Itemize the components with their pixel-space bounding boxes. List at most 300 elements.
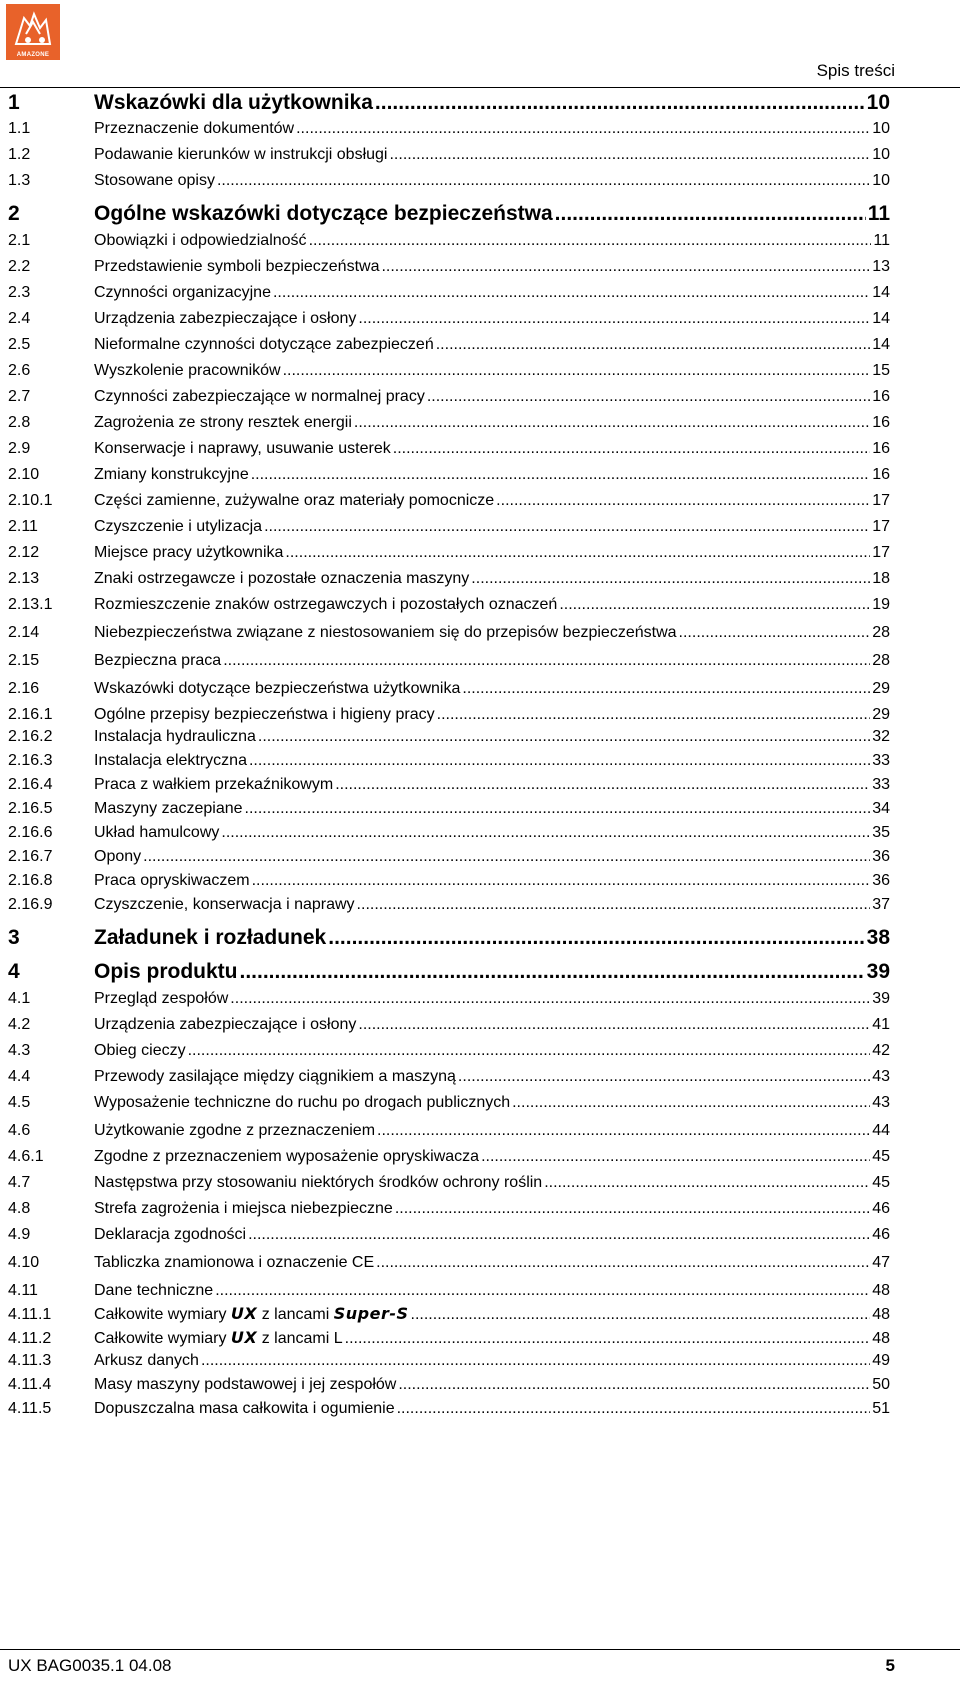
toc-page-number: 36 <box>872 848 890 865</box>
toc-title <box>94 706 435 724</box>
toc-page-number: 10 <box>866 91 890 114</box>
toc-section-row[interactable] <box>8 1148 890 1166</box>
toc-title <box>94 1352 199 1370</box>
dot-leader <box>328 926 864 950</box>
toc-page-number: 49 <box>872 1352 890 1369</box>
toc-number: 1.1 <box>8 120 31 137</box>
toc-number: 4.11.3 <box>8 1352 52 1369</box>
toc-title <box>94 388 425 406</box>
toc-chapter-row[interactable] <box>8 960 890 984</box>
toc-title-text: Strefa zagrożenia i miejsca niebezpieczne <box>94 1200 393 1217</box>
toc-title <box>94 1226 246 1244</box>
toc-title <box>94 1328 343 1348</box>
toc-title-text: Stosowane opisy <box>94 172 215 189</box>
dot-leader <box>345 1330 871 1348</box>
section-title: Spis treści <box>816 61 895 80</box>
toc-section-row[interactable] <box>8 824 890 842</box>
dot-leader <box>188 1042 871 1060</box>
toc-title <box>94 414 352 432</box>
toc-number: 2.16.1 <box>8 706 53 723</box>
toc-section-row[interactable] <box>8 990 890 1008</box>
toc-title <box>94 120 294 138</box>
toc-number: 1.2 <box>8 146 31 163</box>
toc-title <box>94 362 281 380</box>
toc-number: 2.16.6 <box>8 824 53 841</box>
toc-page-number: 13 <box>872 258 890 275</box>
toc-title-suffix: z lancami L <box>261 1330 343 1347</box>
toc-section-row[interactable] <box>8 120 890 138</box>
toc-page-number: 28 <box>872 652 890 669</box>
toc-title <box>94 91 373 115</box>
toc-number: 4.11.5 <box>8 1400 52 1417</box>
toc-number: 4.6 <box>8 1122 31 1139</box>
toc-number: 4.11 <box>8 1282 38 1299</box>
toc-title <box>94 202 553 226</box>
toc-section-row[interactable] <box>8 872 890 890</box>
toc-title-text: Instalacja elektryczna <box>94 752 247 769</box>
toc-number: 2.10.1 <box>8 492 53 509</box>
toc-number: 2.1 <box>8 232 31 249</box>
toc-chapter-row[interactable] <box>8 202 890 226</box>
toc-page-number: 38 <box>866 926 890 949</box>
toc-page-number: 47 <box>872 1254 890 1271</box>
toc-title-text: Opis produktu <box>94 960 238 983</box>
toc-title-text: Maszyny zaczepiane <box>94 800 243 817</box>
toc-title-text: Masy maszyny podstawowej i jej zespołów <box>94 1376 397 1393</box>
toc-section-row[interactable] <box>8 414 890 432</box>
toc-section-row[interactable] <box>8 728 890 746</box>
document-id: UX BAG0035.1 04.08 <box>8 1656 172 1675</box>
toc-section-row[interactable] <box>8 680 890 698</box>
model-badge: UX <box>230 1304 258 1323</box>
dot-leader <box>285 544 870 562</box>
toc-section-row[interactable] <box>8 440 890 458</box>
dot-leader <box>221 824 870 842</box>
toc-title <box>94 680 460 698</box>
dot-leader <box>358 310 870 328</box>
toc-title <box>94 440 391 458</box>
toc-section-row[interactable] <box>8 466 890 484</box>
dot-leader <box>462 680 870 698</box>
toc-section-row[interactable] <box>8 336 890 354</box>
dot-leader <box>217 172 870 190</box>
toc-title <box>94 518 262 536</box>
toc-title-text: Następstwa przy stosowaniu niektórych środków ochrony roślin <box>94 1174 543 1191</box>
toc-page-number: 18 <box>872 570 890 587</box>
toc-number: 2.16 <box>8 680 40 697</box>
dot-leader <box>143 848 870 866</box>
toc-number: 4.7 <box>8 1174 31 1191</box>
dot-leader <box>223 652 870 670</box>
toc-page-number: 14 <box>872 310 890 327</box>
toc-section-row[interactable] <box>8 1094 890 1112</box>
toc-page-number: 48 <box>872 1282 890 1299</box>
toc-page-number: 14 <box>872 284 890 301</box>
toc-page-number: 33 <box>872 776 890 793</box>
toc-title-text: Układ hamulcowy <box>94 824 220 841</box>
toc-page-number: 45 <box>872 1148 890 1165</box>
toc-page-number: 14 <box>872 336 890 353</box>
toc-section-row[interactable] <box>8 544 890 562</box>
toc-title <box>94 1254 374 1272</box>
toc-page-number: 16 <box>872 466 890 483</box>
page-number: 5 <box>885 1656 895 1675</box>
toc-title-text: Bezpieczna praca <box>94 652 222 669</box>
toc-title <box>94 544 283 562</box>
toc-title-text: Części zamienne, zużywalne oraz materiały pomocnicze <box>94 492 495 509</box>
dot-leader <box>354 414 870 432</box>
toc-page-number: 10 <box>872 172 890 189</box>
dot-leader <box>555 202 866 226</box>
toc-page-number: 19 <box>872 596 890 613</box>
toc-number: 2.16.2 <box>8 728 53 745</box>
toc-title-text: Nieformalne czynności dotyczące zabezpieczeń <box>94 336 434 353</box>
dot-leader <box>251 466 870 484</box>
toc-title <box>94 1304 409 1324</box>
model-badge: UX <box>230 1328 258 1347</box>
toc-number: 2.8 <box>8 414 31 431</box>
toc-section-row[interactable] <box>8 570 890 588</box>
toc-title-text: Podawanie kierunków w instrukcji obsługi <box>94 146 388 163</box>
toc-page-number: 33 <box>872 752 890 769</box>
toc-number: 4.3 <box>8 1042 31 1059</box>
toc-title-text: Tabliczka znamionowa i oznaczenie CE <box>94 1254 375 1271</box>
toc-title <box>94 172 215 190</box>
dot-leader <box>393 440 870 458</box>
toc-number: 4.11.4 <box>8 1376 52 1393</box>
toc-title-text: Załadunek i rozładunek <box>94 926 327 949</box>
toc-page-number: 17 <box>872 492 890 509</box>
dot-leader <box>273 284 870 302</box>
toc-title <box>94 1282 213 1300</box>
dot-leader <box>389 146 870 164</box>
toc-section-row[interactable] <box>8 776 890 794</box>
toc-number: 2.13 <box>8 570 40 587</box>
toc-section-row[interactable] <box>8 706 890 724</box>
toc-title <box>94 466 249 484</box>
toc-page-number: 46 <box>872 1226 890 1243</box>
toc-title-text: Zgodne z przeznaczeniem wyposażenie opryskiwacza <box>94 1148 480 1165</box>
dot-leader <box>496 492 870 510</box>
dot-leader <box>357 896 871 914</box>
toc-title <box>94 1174 542 1192</box>
toc-title-text: Zagrożenia ze strony resztek energii <box>94 414 352 431</box>
toc-title <box>94 776 333 794</box>
toc-number: 2.16.7 <box>8 848 53 865</box>
toc-section-row[interactable] <box>8 1200 890 1218</box>
toc-number: 3 <box>8 926 20 949</box>
dot-leader <box>230 990 870 1008</box>
footer-divider <box>0 1649 960 1650</box>
dot-leader <box>201 1352 870 1370</box>
toc-section-row[interactable] <box>8 310 890 328</box>
toc-section-row[interactable] <box>8 1304 890 1324</box>
dot-leader <box>395 1200 870 1218</box>
toc-title <box>94 1200 393 1218</box>
toc-page-number: 11 <box>867 202 890 225</box>
toc-title <box>94 1148 479 1166</box>
toc-number: 2 <box>8 202 20 225</box>
toc-page-number: 37 <box>872 896 890 913</box>
toc-section-row[interactable] <box>8 232 890 250</box>
toc-title-text: Konserwacje i naprawy, usuwanie usterek <box>94 440 391 457</box>
toc-title <box>94 848 141 866</box>
dot-leader <box>375 91 865 115</box>
toc-page-number: 42 <box>872 1042 890 1059</box>
dot-leader <box>398 1376 870 1394</box>
toc-number: 2.4 <box>8 310 31 327</box>
toc-title-suffix: z lancami <box>261 1306 330 1323</box>
dot-leader <box>248 1226 870 1244</box>
toc-title <box>94 1122 375 1140</box>
dot-leader <box>381 258 870 276</box>
toc-page-number: 48 <box>872 1306 890 1323</box>
toc-title <box>94 284 271 302</box>
toc-number: 2.16.3 <box>8 752 53 769</box>
toc-section-row[interactable] <box>8 258 890 276</box>
toc-title-text: Przeznaczenie dokumentów <box>94 120 295 137</box>
toc-section-row[interactable] <box>8 1122 890 1140</box>
dot-leader <box>215 1282 870 1300</box>
toc-title-text: Niebezpieczeństwa związane z niestosowaniem się do przepisów bezpieczeństwa <box>94 624 677 641</box>
toc-title <box>94 492 494 510</box>
toc-number: 2.3 <box>8 284 31 301</box>
toc-title <box>94 652 221 670</box>
dot-leader <box>358 1016 870 1034</box>
toc-section-row[interactable] <box>8 518 890 536</box>
toc-number: 2.2 <box>8 258 31 275</box>
toc-number: 2.16.4 <box>8 776 53 793</box>
dot-leader <box>397 1400 871 1418</box>
toc-page-number: 35 <box>872 824 890 841</box>
dot-leader <box>458 1068 870 1086</box>
toc-section-row[interactable] <box>8 1400 890 1418</box>
toc-chapter-row[interactable] <box>8 91 890 115</box>
toc-number: 1 <box>8 91 20 114</box>
toc-number: 4.8 <box>8 1200 31 1217</box>
dot-leader <box>679 624 871 642</box>
toc-section-row[interactable] <box>8 652 890 670</box>
toc-number: 4.2 <box>8 1016 31 1033</box>
toc-section-row[interactable] <box>8 1016 890 1034</box>
toc-title-text: Użytkowanie zgodne z przeznaczeniem <box>94 1122 376 1139</box>
toc-number: 4 <box>8 960 20 983</box>
toc-page-number: 34 <box>872 800 890 817</box>
toc-page-number: 16 <box>872 388 890 405</box>
toc-page-number: 29 <box>872 680 890 697</box>
toc-section-row[interactable] <box>8 1226 890 1244</box>
toc-title <box>94 896 355 914</box>
dot-leader <box>258 728 870 746</box>
toc-title <box>94 824 219 842</box>
toc-title-text: Arkusz danych <box>94 1352 199 1369</box>
toc-title <box>94 1016 356 1034</box>
dot-leader <box>335 776 870 794</box>
toc-page-number: 17 <box>872 544 890 561</box>
toc-title <box>94 146 387 164</box>
toc-title <box>94 232 307 250</box>
lance-badge: Super-S <box>333 1304 409 1323</box>
toc-title-text: Opony <box>94 848 142 865</box>
toc-title <box>94 1376 396 1394</box>
toc-title <box>94 728 256 746</box>
toc-page-number: 29 <box>872 706 890 723</box>
dot-leader <box>252 872 871 890</box>
dot-leader <box>309 232 872 250</box>
toc-number: 1.3 <box>8 172 31 189</box>
toc-title-text: Całkowite wymiary <box>94 1306 227 1323</box>
dot-leader <box>512 1094 870 1112</box>
toc-number: 2.11 <box>8 518 38 535</box>
toc-page-number: 39 <box>872 990 890 1007</box>
toc-title <box>94 1068 456 1086</box>
toc-page-number: 15 <box>872 362 890 379</box>
toc-section-row[interactable] <box>8 492 890 510</box>
toc-number: 4.11.1 <box>8 1306 52 1323</box>
toc-title-text: Czynności organizacyjne <box>94 284 271 301</box>
toc-number: 4.4 <box>8 1068 31 1085</box>
toc-section-row[interactable] <box>8 1328 890 1348</box>
toc-section-row[interactable] <box>8 362 890 380</box>
toc-section-row[interactable] <box>8 1282 890 1300</box>
dot-leader <box>481 1148 870 1166</box>
toc-number: 4.6.1 <box>8 1148 44 1165</box>
toc-title <box>94 752 247 770</box>
toc-number: 2.12 <box>8 544 40 561</box>
header-divider <box>0 87 960 88</box>
toc-title-text: Zmiany konstrukcyjne <box>94 466 249 483</box>
toc-number: 2.9 <box>8 440 31 457</box>
dot-leader <box>376 1254 870 1272</box>
toc-page-number: 41 <box>872 1016 890 1033</box>
toc-title-text: Urządzenia zabezpieczające i osłony <box>94 310 357 327</box>
toc-title-text: Urządzenia zabezpieczające i osłony <box>94 1016 357 1033</box>
toc-title <box>94 596 557 614</box>
toc-title-text: Wyszkolenie pracowników <box>94 362 281 379</box>
logo-emblem-icon <box>6 4 60 50</box>
dot-leader <box>240 960 865 984</box>
toc-chapter-row[interactable] <box>8 926 890 950</box>
toc-title-text: Ogólne wskazówki dotyczące bezpieczeństwa <box>94 202 553 225</box>
toc-number: 2.5 <box>8 336 31 353</box>
dot-leader <box>283 362 871 380</box>
dot-leader <box>436 336 870 354</box>
toc-page-number: 10 <box>872 120 890 137</box>
toc-section-row[interactable] <box>8 1068 890 1086</box>
toc-page-number: 16 <box>872 440 890 457</box>
toc-section-row[interactable] <box>8 1352 890 1370</box>
toc-page-number: 45 <box>872 1174 890 1191</box>
toc-section-row[interactable] <box>8 146 890 164</box>
toc-title-text: Wskazówki dla użytkownika <box>94 91 373 114</box>
toc-section-row[interactable] <box>8 624 890 642</box>
dot-leader <box>377 1122 870 1140</box>
toc-section-row[interactable] <box>8 848 890 866</box>
dot-leader <box>427 388 870 406</box>
toc-section-row[interactable] <box>8 896 890 914</box>
toc-section-row[interactable] <box>8 1042 890 1060</box>
toc-section-row[interactable] <box>8 172 890 190</box>
toc-title <box>94 926 326 950</box>
toc-title-text: Całkowite wymiary <box>94 1330 227 1347</box>
toc-title-text: Instalacja hydrauliczna <box>94 728 256 745</box>
toc-number: 2.16.8 <box>8 872 53 889</box>
toc-page-number: 32 <box>872 728 890 745</box>
toc-number: 2.15 <box>8 652 40 669</box>
toc-page-number: 46 <box>872 1200 890 1217</box>
toc-title <box>94 1094 510 1112</box>
toc-section-row[interactable] <box>8 1174 890 1192</box>
toc-section-row[interactable] <box>8 752 890 770</box>
toc-title-text: Praca opryskiwaczem <box>94 872 250 889</box>
toc-title-text: Wskazówki dotyczące bezpieczeństwa użytkownika <box>94 680 461 697</box>
toc-title-text: Obowiązki i odpowiedzialność <box>94 232 307 249</box>
toc-number: 4.10 <box>8 1254 40 1271</box>
toc-title-text: Czyszczenie i utylizacja <box>94 518 263 535</box>
toc-title-text: Dane techniczne <box>94 1282 214 1299</box>
toc-title <box>94 310 356 328</box>
toc-number: 2.10 <box>8 466 40 483</box>
toc-title <box>94 624 677 642</box>
toc-page-number: 50 <box>872 1376 890 1393</box>
toc-title-text: Przewody zasilające między ciągnikiem a maszyną <box>94 1068 456 1085</box>
toc-title-text: Obieg cieczy <box>94 1042 186 1059</box>
toc-page-number: 16 <box>872 414 890 431</box>
dot-leader <box>559 596 870 614</box>
toc-title <box>94 990 228 1008</box>
dot-leader <box>437 706 871 724</box>
toc-number: 2.6 <box>8 362 31 379</box>
dot-leader <box>264 518 870 536</box>
toc-number: 4.1 <box>8 990 31 1007</box>
toc-section-row[interactable] <box>8 1376 890 1394</box>
toc-page-number: 36 <box>872 872 890 889</box>
toc-page-number: 43 <box>872 1068 890 1085</box>
toc-title <box>94 800 243 818</box>
toc-title-text: Ogólne przepisy bezpieczeństwa i higieny pracy <box>94 706 435 723</box>
toc-title-text: Rozmieszczenie znaków ostrzegawczych i pozostałych oznaczeń <box>94 596 558 613</box>
dot-leader <box>544 1174 870 1192</box>
toc-title-text: Praca z wałkiem przekaźnikowym <box>94 776 334 793</box>
toc-page-number: 11 <box>873 232 890 249</box>
toc-page-number: 10 <box>872 146 890 163</box>
toc-section-row[interactable] <box>8 800 890 818</box>
dot-leader <box>249 752 870 770</box>
toc-title-text: Czyszczenie, konserwacja i naprawy <box>94 896 355 913</box>
toc-number: 2.14 <box>8 624 40 641</box>
toc-title-text: Czynności zabezpieczające w normalnej pracy <box>94 388 425 405</box>
toc-section-row[interactable] <box>8 1254 890 1272</box>
toc-title <box>94 1042 186 1060</box>
dot-leader <box>471 570 870 588</box>
toc-number: 4.11.2 <box>8 1330 52 1347</box>
dot-leader <box>296 120 870 138</box>
toc-page-number: 17 <box>872 518 890 535</box>
toc-title-text: Przegląd zespołów <box>94 990 229 1007</box>
toc-title <box>94 1400 395 1418</box>
toc-number: 2.7 <box>8 388 31 405</box>
toc-section-row[interactable] <box>8 596 890 614</box>
toc-section-row[interactable] <box>8 284 890 302</box>
toc-section-row[interactable] <box>8 388 890 406</box>
toc-title-text: Wyposażenie techniczne do ruchu po drogach publicznych <box>94 1094 511 1111</box>
toc-title <box>94 960 238 984</box>
toc-page-number: 44 <box>872 1122 890 1139</box>
toc-number: 2.13.1 <box>8 596 53 613</box>
dot-leader <box>411 1306 871 1324</box>
toc-page-number: 43 <box>872 1094 890 1111</box>
toc-title <box>94 258 379 276</box>
